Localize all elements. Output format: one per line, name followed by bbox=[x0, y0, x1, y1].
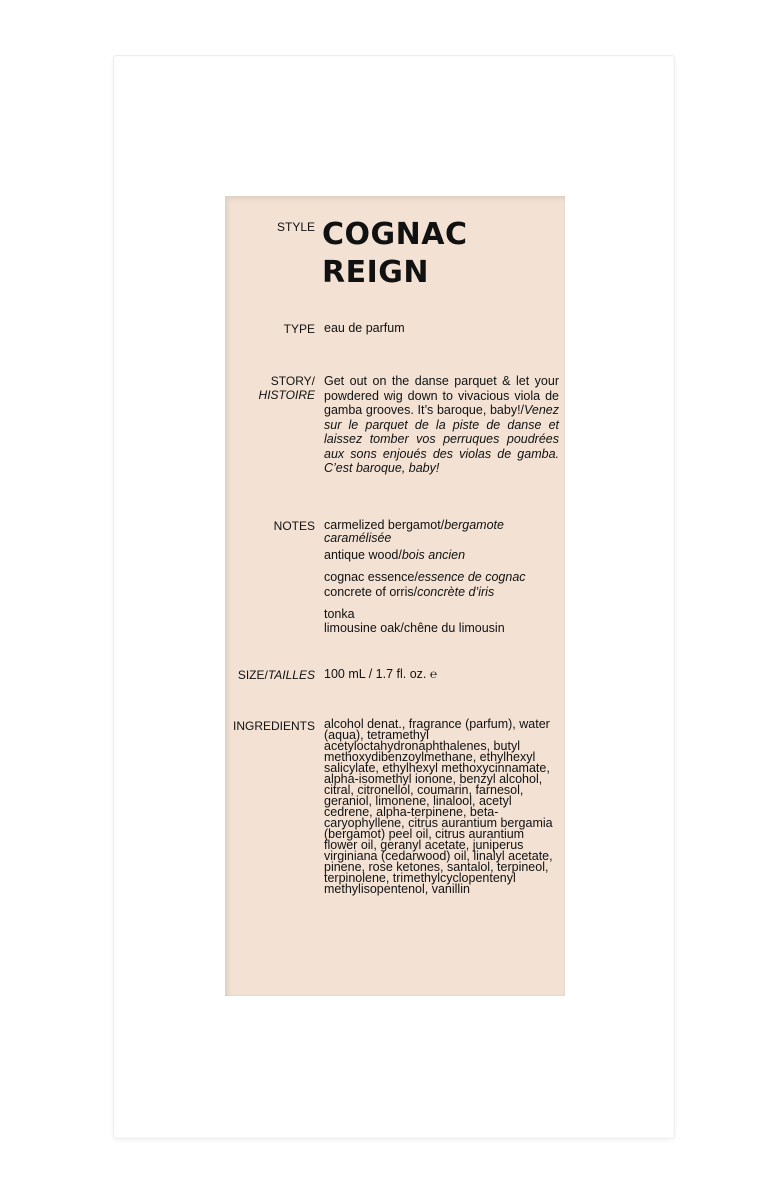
size-label-en: SIZE/ bbox=[237, 668, 268, 682]
size-label-fr: TAILLES bbox=[267, 668, 315, 682]
size-amount: 100 mL / 1.7 fl. oz. bbox=[324, 667, 427, 681]
list-item: concrete of orris/concrète d’iris bbox=[324, 585, 495, 599]
product-label bbox=[225, 196, 565, 996]
story-label bbox=[225, 374, 315, 402]
notes-label: NOTES bbox=[273, 519, 315, 533]
notes-list bbox=[324, 519, 559, 635]
list-item: cognac essence/essence de cognac bbox=[324, 570, 526, 584]
story-text-fr: Venez sur le parquet de la piste de danse et laissez tomber vos perruques poudrées aux sons enjoués des violas de gamba. C’est baroque, baby! bbox=[324, 403, 559, 475]
list-item: tonka bbox=[324, 607, 355, 621]
product-name bbox=[322, 216, 468, 292]
size-label bbox=[225, 668, 315, 682]
story-label-fr: HISTOIRE bbox=[258, 388, 315, 402]
list-item: carmelized bergamot/bergamote caramélisée bbox=[324, 518, 504, 545]
product-name-line2: REIGN bbox=[322, 255, 429, 290]
story-label-en: STORY/ bbox=[270, 374, 315, 388]
style-label: STYLE bbox=[276, 220, 315, 234]
type-value: eau de parfum bbox=[324, 321, 405, 335]
estimated-sign-icon: ℮ bbox=[429, 667, 438, 681]
story-text bbox=[324, 374, 559, 476]
list-item: antique wood/bois ancien bbox=[324, 548, 466, 562]
ingredients-label: INGREDIENTS bbox=[232, 719, 315, 733]
list-item: limousine oak/chêne du limousin bbox=[324, 621, 505, 635]
type-label: TYPE bbox=[283, 322, 315, 336]
product-name-line1: COGNAC bbox=[322, 217, 468, 252]
size-value bbox=[324, 668, 559, 681]
story-text-en: Get out on the danse parquet & let your powdered wig down to vivacious viola de gamba grooves. It’s baroque, baby!/ bbox=[324, 374, 559, 417]
ingredients-text: alcohol denat., fragrance (parfum), water (aqua), tetramethyl acetyloctahydronaphthalenes, butyl methoxydibenzoylmethane, ethylhexyl salicylate, ethylhexyl methoxycinnamate, alpha-isomethyl ionone, benzyl alcohol, citral, citronellol, coumarin, farnesol, geraniol, limonene, linalool, acetyl cedrene, alpha-terpinene, beta-caryophyllene, citrus aurantium bergamia (bergamot) peel oil, citrus aurantium flower oil, geranyl acetate, juniperus virginiana (cedarwood) oil, linalyl acetate, pinene, rose ketones, santalol, terpineol, terpinolene, trimethylcyclopentenyl methylisopentenol, vanillin bbox=[324, 717, 553, 896]
